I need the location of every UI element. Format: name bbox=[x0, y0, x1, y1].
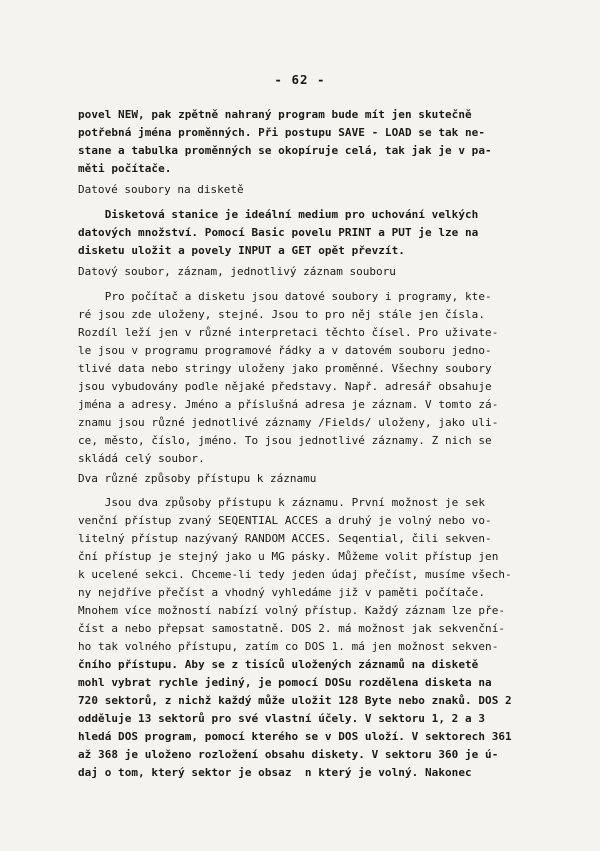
text-line: litelný přístup nazývaný RANDOM ACCES. Seqential, čili sekven- bbox=[78, 532, 492, 545]
text-line: Pro počítač a disketu jsou datové soubory i programy, kte- bbox=[78, 290, 492, 303]
text-line: ce, město, číslo, jméno. To jsou jednotlivé záznamy. Z nich se bbox=[78, 434, 492, 447]
text-line: až 368 je uloženo rozložení obsahu diskety. V sektoru 360 je ú- bbox=[78, 748, 499, 761]
text-line: ho tak volného přístupu, zatím co DOS 1. má jen možnost sekven- bbox=[78, 640, 499, 653]
text-line: Rozdíl leží jen v různé interpretaci těchto čísel. Pro uživate- bbox=[78, 326, 499, 339]
text-line: skládá celý soubor. bbox=[78, 452, 205, 465]
text-line: mohl vybrat rychle jediný, je pomocí DOSu rozdělena disketa na bbox=[78, 676, 492, 689]
paragraph-1 bbox=[78, 106, 538, 178]
text-line: měti počítače. bbox=[78, 162, 172, 175]
text-line: odděluje 13 sektorů pro své vlastní účely. V sektoru 1, 2 a 3 bbox=[78, 712, 486, 725]
text-line: tlivé data nebo stringy uloženy jako proměnné. Všechny soubory bbox=[78, 362, 492, 375]
text-line: ré jsou zde uloženy, stejné. Jsou to pro něj stále jen čísla. bbox=[78, 308, 486, 321]
text-line: daj o tom, který sektor je obsaz n který je volný. Nakonec bbox=[78, 766, 472, 779]
text-line: povel NEW, pak zpětně nahraný program bude mít jen skutečně bbox=[78, 108, 472, 121]
text-line: le jsou v programu programové řádky a v datovém souboru jedno- bbox=[78, 344, 492, 357]
text-line: číst a nebo přepsat samostatně. DOS 2. má možnost jak sekvenční- bbox=[78, 622, 506, 635]
text-line: znamu jsou různé jednotlivé záznamy /Fields/ uloženy, jako uli- bbox=[78, 416, 499, 429]
text-line: ny nejdříve přečíst a vhodný vyhledáme již v paměti počítače. bbox=[78, 586, 486, 599]
text-line: Jsou dva způsoby přístupu k záznamu. První možnost je sek bbox=[78, 496, 486, 509]
text-line: hledá DOS program, pomocí kterého se v DOS uloží. V sektorech 361 bbox=[78, 730, 512, 743]
text-line: ční přístup je stejný jako u MG pásky. Můžeme volit přístup jen bbox=[78, 550, 499, 563]
paragraph-2 bbox=[78, 206, 538, 260]
text-line: Disketová stanice je ideální medium pro uchování velkých bbox=[78, 208, 479, 221]
text-line: k ucelené sekci. Chceme-li tedy jeden údaj přečíst, musíme všech- bbox=[78, 568, 512, 581]
paragraph-4 bbox=[78, 494, 538, 782]
text-line: Mnohem více možností nabízí volný přístup. Každý záznam lze pře- bbox=[78, 604, 506, 617]
text-line: 720 sektorů, z nichž každý může uložit 128 Byte nebo znaků. DOS 2 bbox=[78, 694, 512, 707]
text-line: potřebná jména proměnných. Při postupu SAVE - LOAD se tak ne- bbox=[78, 126, 486, 139]
text-line: disketu uložit a povely INPUT a GET opět převzít. bbox=[78, 244, 405, 257]
section-heading: Datové soubory na disketě bbox=[78, 183, 244, 196]
text-line: stane a tabulka proměnných se okopíruje celá, tak jak je v pa- bbox=[78, 144, 492, 157]
paragraph-3 bbox=[78, 288, 538, 468]
text-line: venční přístup zvaný SEQENTIAL ACCES a druhý je volný nebo vo- bbox=[78, 514, 492, 527]
text-line: datových množství. Pomocí Basic povelu PRINT a PUT je lze na bbox=[78, 226, 479, 239]
page-number: - 62 - bbox=[274, 72, 326, 87]
text-line: jména a adresy. Jméno a příslušná adresa je záznam. V tomto zá- bbox=[78, 398, 499, 411]
section-heading: Dva různé způsoby přístupu k záznamu bbox=[78, 472, 317, 485]
text-line: jsou vybudovány podle nějaké představy. Např. adresář obsahuje bbox=[78, 380, 492, 393]
section-heading: Datový soubor, záznam, jednotlivý záznam souboru bbox=[78, 265, 396, 278]
text-line: čního přístupu. Aby se z tisíců uložených záznamů na disketě bbox=[78, 658, 479, 671]
